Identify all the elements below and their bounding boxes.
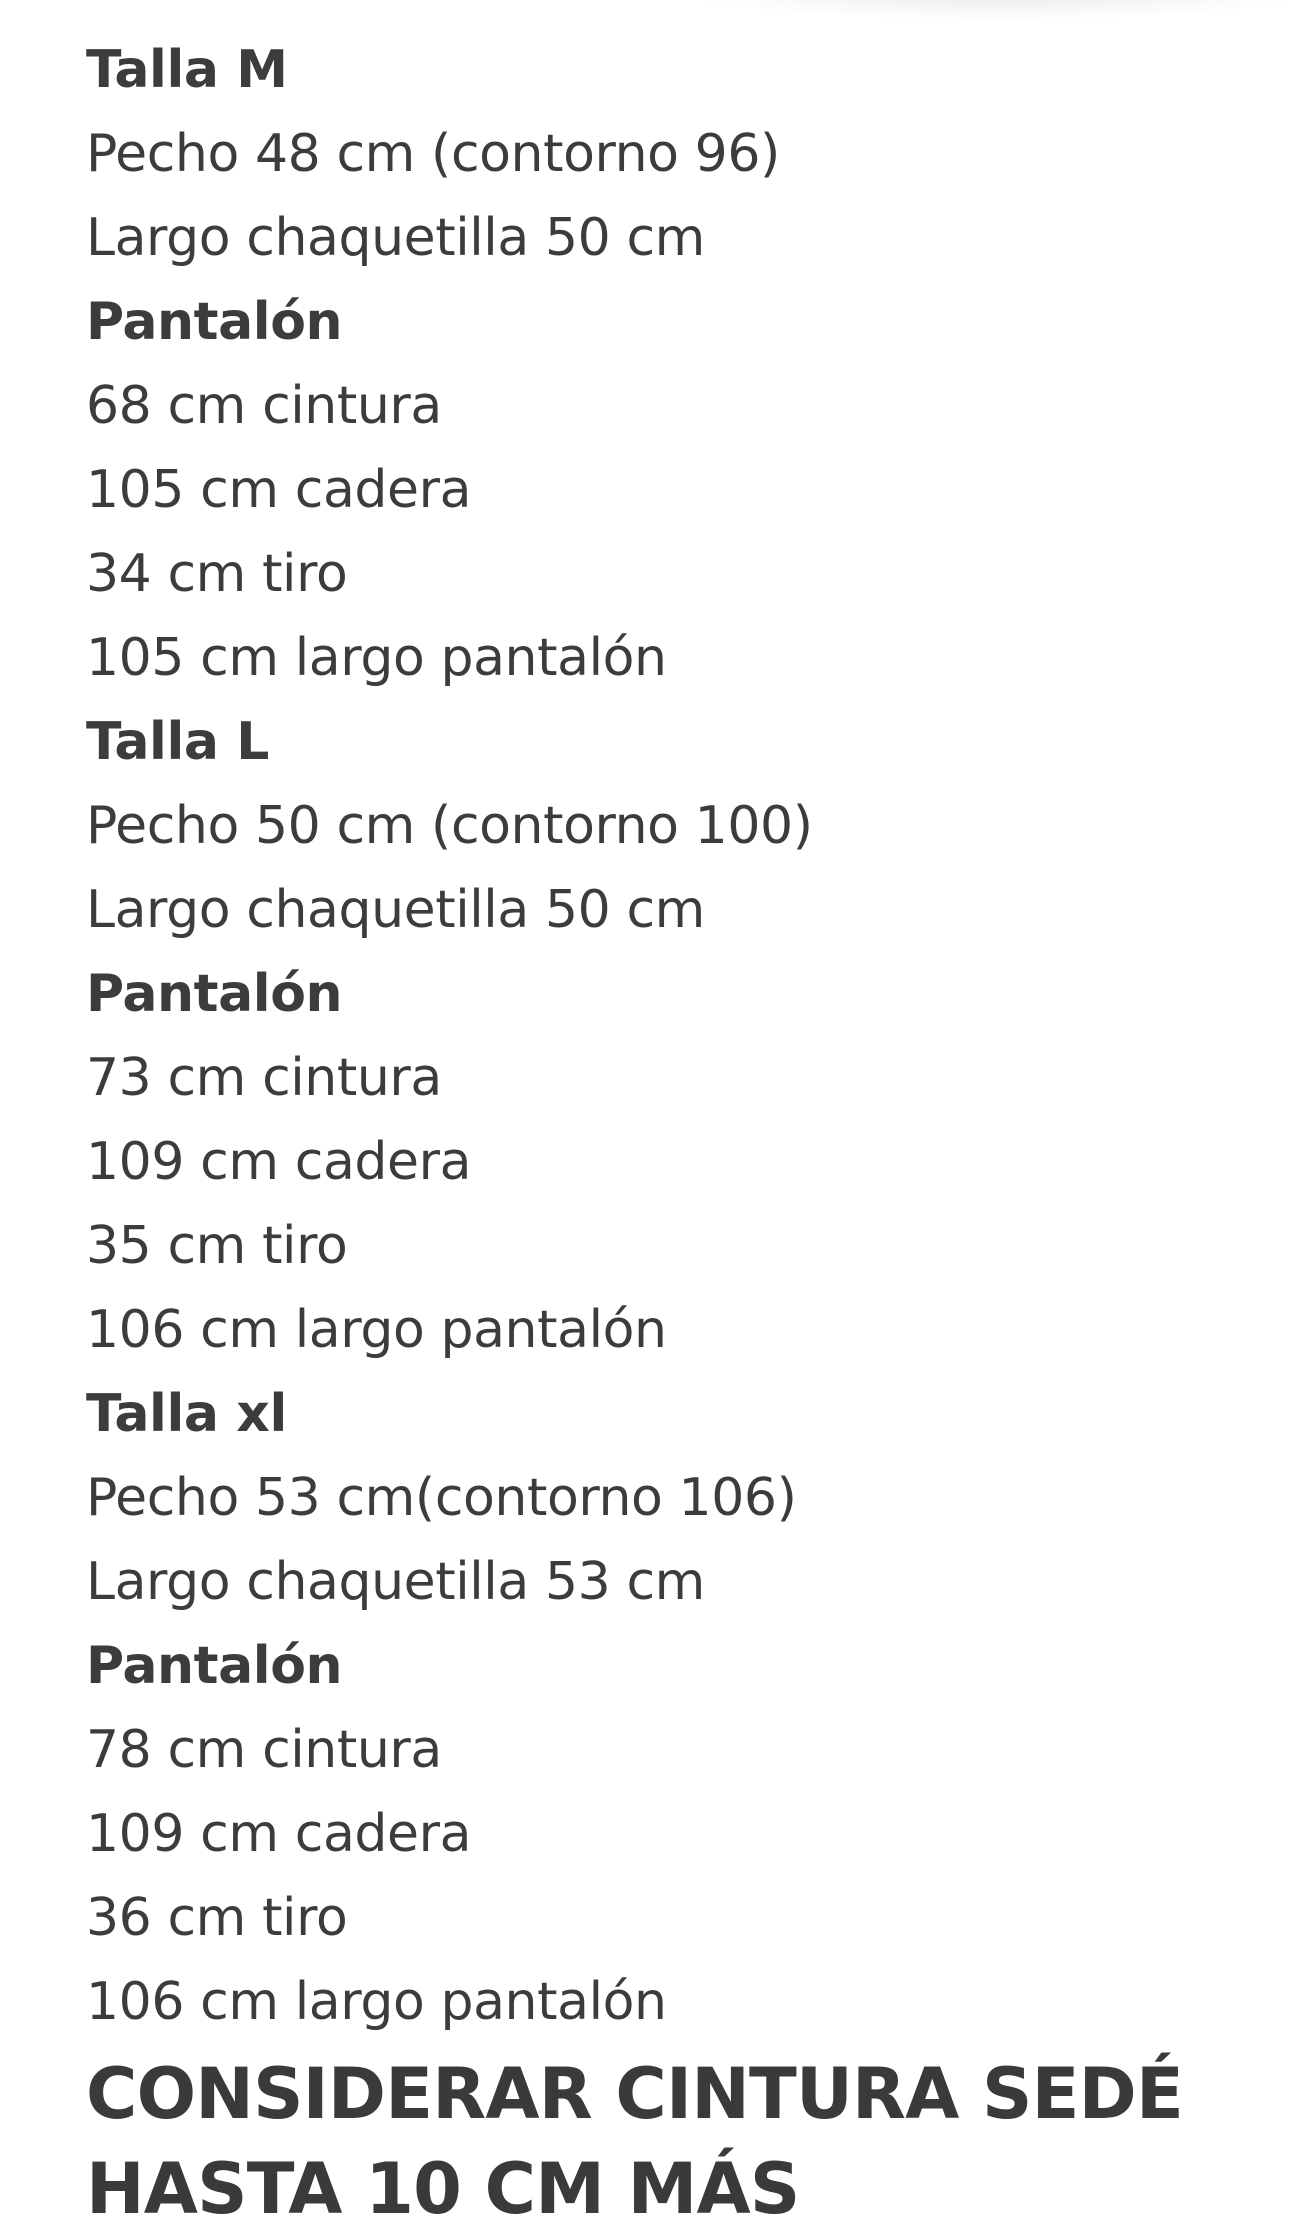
jacket-length: Largo chaquetilla 50 cm — [86, 880, 705, 940]
notice-line-2: HASTA 10 CM MÁS — [86, 2148, 800, 2230]
size-block-l — [86, 700, 1266, 1372]
size-title: Talla L — [86, 712, 270, 772]
rise-measure: 34 cm tiro — [86, 544, 348, 604]
pants-heading: Pantalón — [86, 964, 343, 1024]
waist-measure: 78 cm cintura — [86, 1720, 442, 1780]
size-title: Talla xl — [86, 1384, 287, 1444]
jacket-length: Largo chaquetilla 53 cm — [86, 1552, 705, 1612]
pants-length: 106 cm largo pantalón — [86, 1972, 667, 2032]
size-title: Talla M — [86, 40, 288, 100]
waist-measure: 68 cm cintura — [86, 376, 442, 436]
hip-measure: 109 cm cadera — [86, 1132, 472, 1192]
size-block-m — [86, 28, 1266, 700]
pants-heading: Pantalón — [86, 292, 343, 352]
pants-length: 106 cm largo pantalón — [86, 1300, 667, 1360]
notice-line-1: CONSIDERAR CINTURA SEDÉ — [86, 2053, 1183, 2135]
jacket-length: Largo chaquetilla 50 cm — [86, 208, 705, 268]
waist-measure: 73 cm cintura — [86, 1048, 442, 1108]
chest-measure: Pecho 48 cm (contorno 96) — [86, 124, 780, 184]
hip-measure: 105 cm cadera — [86, 460, 472, 520]
pants-length: 105 cm largo pantalón — [86, 628, 667, 688]
hip-measure: 109 cm cadera — [86, 1804, 472, 1864]
size-chart-text — [86, 28, 1266, 2237]
top-edge-shadow — [680, 0, 1290, 20]
rise-measure: 35 cm tiro — [86, 1216, 348, 1276]
pants-heading: Pantalón — [86, 1636, 343, 1696]
rise-measure: 36 cm tiro — [86, 1888, 348, 1948]
chest-measure: Pecho 53 cm(contorno 106) — [86, 1468, 797, 1528]
size-block-xl — [86, 1372, 1266, 2044]
waist-notice — [86, 2047, 1266, 2237]
chest-measure: Pecho 50 cm (contorno 100) — [86, 796, 813, 856]
